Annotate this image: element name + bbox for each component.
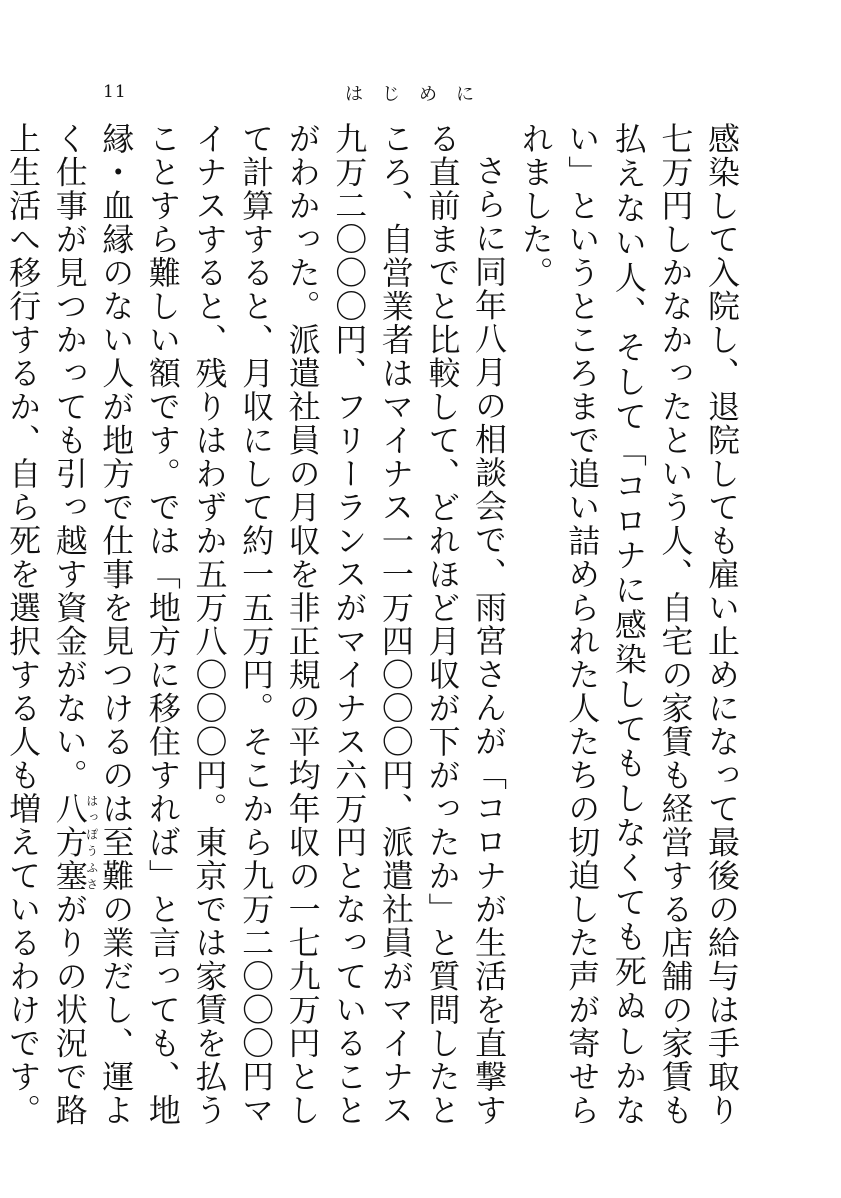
ruby-base-happoufusa: 八方塞 (50, 792, 89, 893)
paragraph-2 (0, 122, 512, 1127)
paragraph-1: 感染して入院し、退院しても雇い止めになって最後の給与は手取り七万円しかなかったという人、自宅の家賃も経営する店舗の家賃も払えない人、そして「コロナに感染してもしなくても死ぬしかない」というところまで追い詰められた人たちの切迫した声が寄せられました。 (516, 122, 741, 1127)
paragraph-2-tail: がりの状況で路上生活へ移行するか、自ら死を選択する人も増えているわけです。 (4, 122, 89, 1127)
page-number: 11 (103, 82, 127, 102)
running-head: はじめに (345, 84, 493, 105)
body-text (4, 122, 745, 1127)
ruby-happoufusa (50, 792, 99, 893)
ruby-reading-happoufusa: はっぽうふさ (84, 792, 99, 893)
paragraph-2-text: さらに同年八月の相談会で、雨宮さんが「コロナが生活を直撃する直前までと比較して、どれほど月収が下がったか」と質問したところ、自営業者はマイナス一一万四〇〇〇円、派遣社員がマイナス九万二〇〇〇円、フリーランスがマイナス六万円となっていることがわかった。派遣社員の月収を非正規の平均年収の一七九万円として計算すると、月収にして約一五万円。そこから九万二〇〇〇円マイナスすると、残りはわずか五万八〇〇〇円。東京では家賃を払うことすら難しい額です。では「地方に移住すれば」と言っても、地縁・血縁のない人が地方で仕事を見つけるのは至難の業だし、運よく仕事が見つかっても引っ越す資金がない。 (50, 122, 509, 1127)
